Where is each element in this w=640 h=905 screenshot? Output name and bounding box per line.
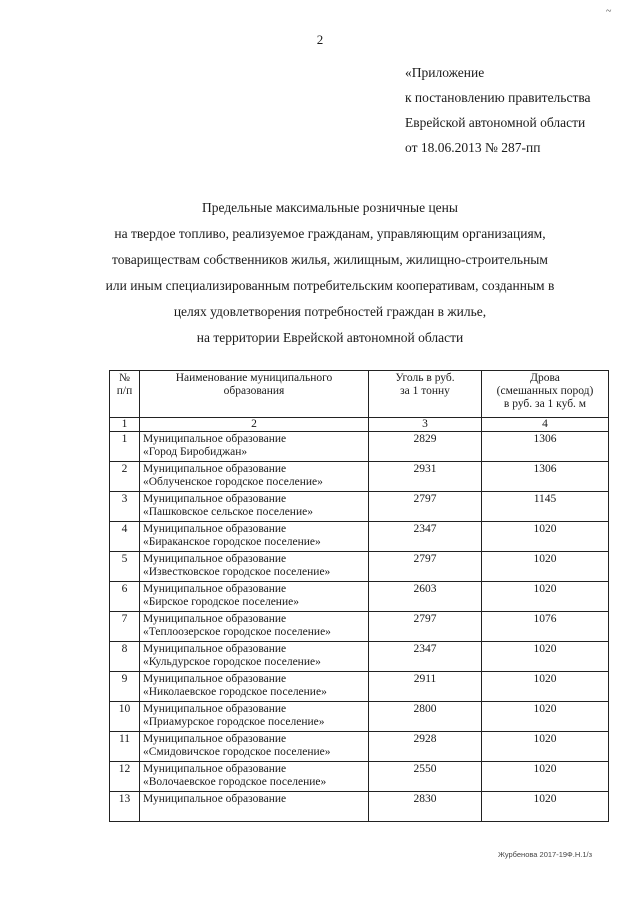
row-name-cell: [140, 522, 369, 552]
appendix-line: «Приложение: [405, 65, 485, 80]
municipality-name-line: «Город Биробиджан»: [143, 446, 248, 458]
row-name-cell: [140, 792, 369, 822]
appendix-line: к постановлению правительства: [405, 90, 591, 105]
row-num-cell: 1: [110, 432, 140, 462]
row-num-cell: 3: [110, 492, 140, 522]
row-wood-cell: 1020: [482, 732, 609, 762]
column-numbers-row: [110, 418, 609, 432]
municipality-name-line: Муниципальное образование: [143, 523, 287, 535]
colnum-cell: 2: [140, 418, 369, 432]
table-row: [110, 732, 609, 762]
document-heading: [80, 195, 580, 351]
row-name-cell: [140, 492, 369, 522]
row-wood-cell: 1020: [482, 522, 609, 552]
row-wood-cell: 1020: [482, 642, 609, 672]
municipality-name-line: Муниципальное образование: [143, 583, 287, 595]
row-num-cell: 9: [110, 672, 140, 702]
row-coal-cell: 2797: [369, 612, 482, 642]
colnum-cell: 3: [369, 418, 482, 432]
table-row: [110, 462, 609, 492]
row-wood-cell: 1020: [482, 792, 609, 822]
table-row: [110, 432, 609, 462]
row-wood-cell: 1306: [482, 432, 609, 462]
row-coal-cell: 2931: [369, 462, 482, 492]
colnum-cell: 4: [482, 418, 609, 432]
municipality-name-line: Муниципальное образование: [143, 463, 287, 475]
row-coal-cell: 2347: [369, 522, 482, 552]
appendix-block: [405, 60, 591, 160]
page-number: 2: [316, 32, 324, 47]
row-wood-cell: 1020: [482, 672, 609, 702]
row-name-cell: [140, 762, 369, 792]
row-coal-cell: 2829: [369, 432, 482, 462]
row-coal-cell: 2830: [369, 792, 482, 822]
row-name-cell: [140, 642, 369, 672]
municipality-name-line: Муниципальное образование: [143, 493, 287, 505]
municipality-name-line: Муниципальное образование: [143, 613, 287, 625]
heading-line: на территории Еврейской автономной области: [196, 330, 464, 345]
heading-line: Предельные максимальные розничные цены: [202, 200, 458, 215]
appendix-line: от 18.06.2013 № 287-пп: [405, 140, 541, 155]
header-wood: Дрова (смешанных пород) в руб. за 1 куб. м: [482, 371, 609, 418]
table-row: [110, 792, 609, 822]
municipality-name-line: «Теплоозерское городское поселение»: [143, 626, 331, 638]
municipality-name-line: «Известковское городское поселение»: [143, 566, 331, 578]
municipality-name-line: «Николаевское городское поселение»: [143, 686, 327, 698]
municipality-name-line: Муниципальное образование: [143, 643, 287, 655]
header-num: № п/п: [110, 371, 140, 418]
row-num-cell: 4: [110, 522, 140, 552]
heading-line: товариществам собственников жилья, жилищным, жилищно-строительным: [112, 252, 548, 267]
municipality-name-line: «Смидовичское городское поселение»: [143, 746, 331, 758]
heading-line: целях удовлетворения потребностей граждан в жилье,: [173, 304, 487, 319]
municipality-name-line: Муниципальное образование: [143, 793, 287, 805]
row-name-cell: [140, 702, 369, 732]
heading-line: на твердое топливо, реализуемое гражданам, управляющим организациям,: [114, 226, 546, 241]
municipality-name-line: «Бираканское городское поселение»: [143, 536, 321, 548]
row-num-cell: 10: [110, 702, 140, 732]
row-name-cell: [140, 462, 369, 492]
municipality-name-line: Муниципальное образование: [143, 673, 287, 685]
table-header-row: [110, 371, 609, 418]
row-num-cell: 12: [110, 762, 140, 792]
header-coal: Уголь в руб. за 1 тонну: [369, 371, 482, 418]
header-name: Наименование муниципального образования: [140, 371, 369, 418]
table-row: [110, 522, 609, 552]
row-wood-cell: 1306: [482, 462, 609, 492]
row-name-cell: [140, 612, 369, 642]
row-coal-cell: 2603: [369, 582, 482, 612]
row-num-cell: 8: [110, 642, 140, 672]
row-name-cell: [140, 432, 369, 462]
municipality-name-line: «Пашковское сельское поселение»: [143, 506, 313, 518]
table-row: [110, 492, 609, 522]
table-row: [110, 642, 609, 672]
row-coal-cell: 2347: [369, 642, 482, 672]
row-name-cell: [140, 552, 369, 582]
table-row: [110, 552, 609, 582]
row-coal-cell: 2928: [369, 732, 482, 762]
colnum-cell: 1: [110, 418, 140, 432]
municipality-name-line: «Кульдурское городское поселение»: [143, 656, 321, 668]
row-num-cell: 6: [110, 582, 140, 612]
municipality-name-line: «Волочаевское городское поселение»: [143, 776, 327, 788]
table-row: [110, 672, 609, 702]
row-wood-cell: 1020: [482, 552, 609, 582]
row-num-cell: 5: [110, 552, 140, 582]
row-wood-cell: 1020: [482, 582, 609, 612]
table-row: [110, 702, 609, 732]
appendix-line: Еврейской автономной области: [405, 115, 586, 130]
row-wood-cell: 1076: [482, 612, 609, 642]
row-coal-cell: 2797: [369, 552, 482, 582]
row-num-cell: 13: [110, 792, 140, 822]
row-name-cell: [140, 582, 369, 612]
municipality-name-line: Муниципальное образование: [143, 733, 287, 745]
municipality-name-line: Муниципальное образование: [143, 703, 287, 715]
municipality-name-line: «Бирское городское поселение»: [143, 596, 299, 608]
table-row: [110, 762, 609, 792]
row-coal-cell: 2550: [369, 762, 482, 792]
row-num-cell: 7: [110, 612, 140, 642]
table-row: [110, 582, 609, 612]
row-num-cell: 11: [110, 732, 140, 762]
footer-note: Журбенова 2017-19Ф.Н.1/з: [498, 850, 593, 859]
municipality-name-line: Муниципальное образование: [143, 553, 287, 565]
table-row: [110, 612, 609, 642]
row-wood-cell: 1020: [482, 702, 609, 732]
corner-mark: ~: [606, 6, 612, 17]
row-wood-cell: 1020: [482, 762, 609, 792]
municipality-name-line: Муниципальное образование: [143, 433, 287, 445]
price-table: [109, 370, 609, 822]
heading-line: или иным специализированным потребительским кооперативам, созданным в: [105, 278, 555, 293]
row-name-cell: [140, 672, 369, 702]
row-coal-cell: 2911: [369, 672, 482, 702]
row-num-cell: 2: [110, 462, 140, 492]
row-coal-cell: 2797: [369, 492, 482, 522]
row-wood-cell: 1145: [482, 492, 609, 522]
row-coal-cell: 2800: [369, 702, 482, 732]
municipality-name-line: «Облученское городское поселение»: [143, 476, 323, 488]
municipality-name-line: Муниципальное образование: [143, 763, 287, 775]
row-name-cell: [140, 732, 369, 762]
municipality-name-line: «Приамурское городское поселение»: [143, 716, 325, 728]
